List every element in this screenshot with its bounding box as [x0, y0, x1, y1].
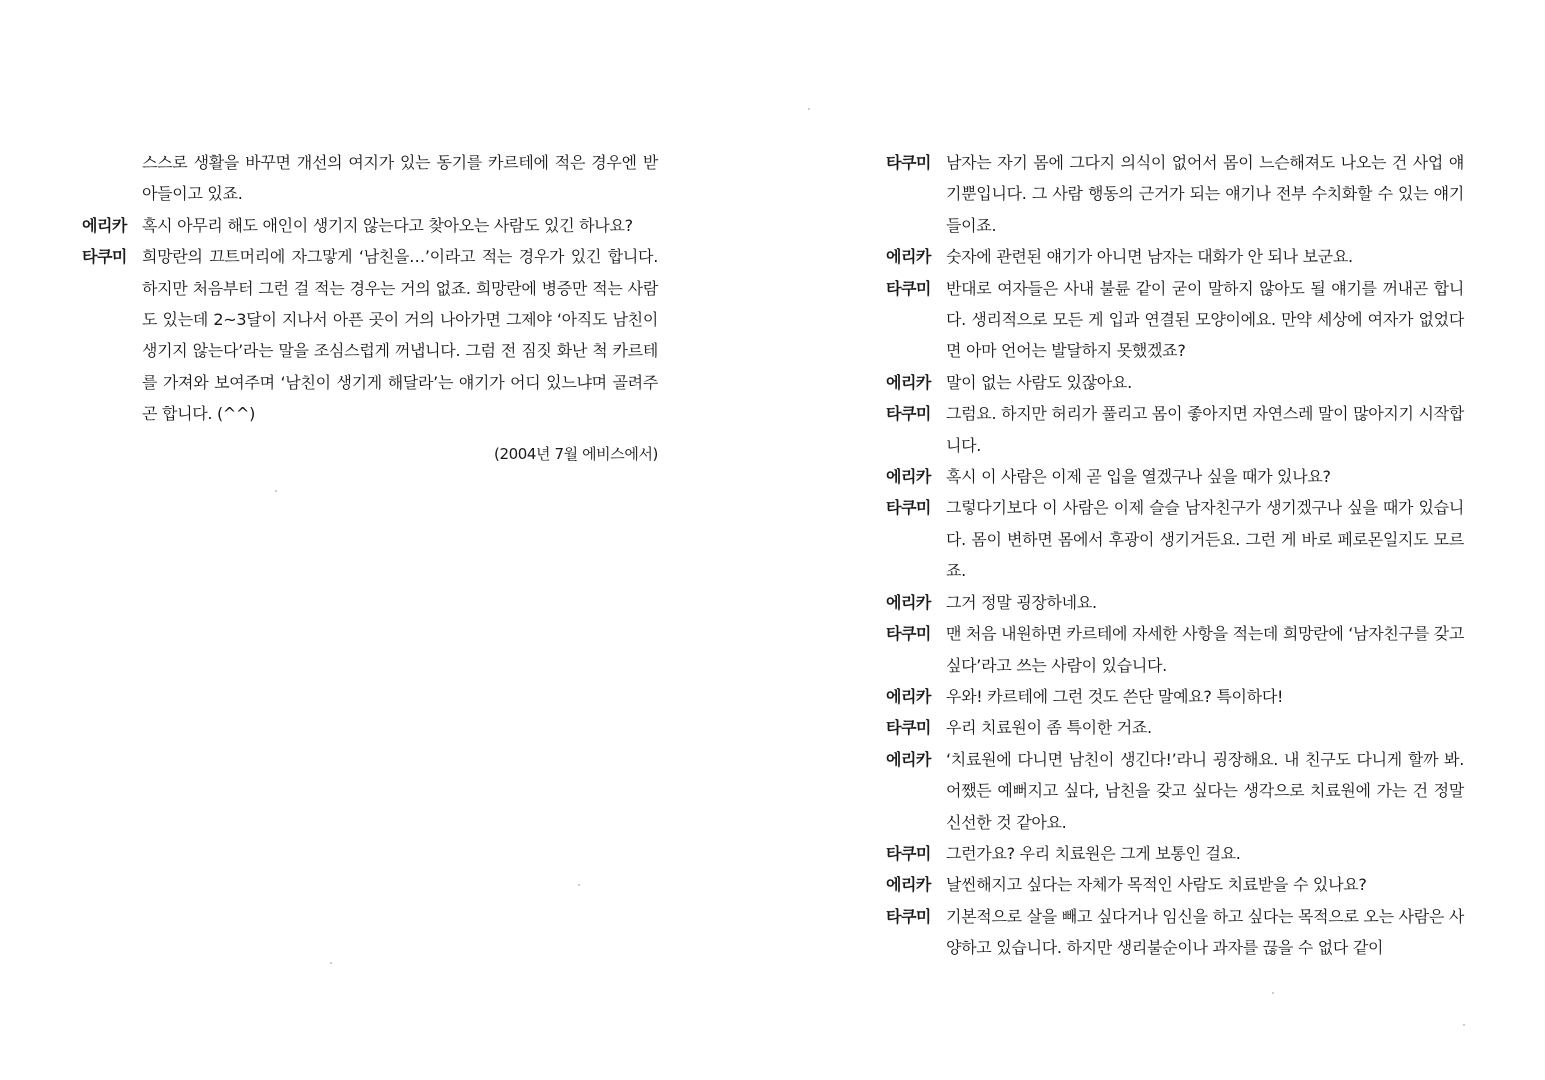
- dialog-turn: [886, 869, 1464, 900]
- dialog-turn: [886, 273, 1464, 367]
- speaker-name: 에리카: [82, 215, 127, 235]
- dialog-turn: [886, 838, 1464, 869]
- speaker-name: 타쿠미: [886, 404, 931, 424]
- dialog-turn: [886, 398, 1464, 461]
- dialog-turn: [886, 367, 1464, 398]
- dialog-text: 그거 정말 굉장하네요.: [946, 592, 1097, 612]
- scan-speck: [808, 108, 810, 110]
- speaker-name: 타쿠미: [82, 247, 127, 267]
- dialog-text: 그런가요? 우리 치료원은 그게 보통인 걸요.: [946, 843, 1241, 863]
- dialog-text: 그렇다기보다 이 사람은 이제 슬슬 남자친구가 생기겠구나 싶을 때가 있습니다. 몸이 변하면 몸에서 후광이 생기거든요. 그런 게 바로 페로몬일지도 모르죠.: [946, 498, 1464, 581]
- speaker-name: 타쿠미: [886, 906, 931, 926]
- scan-speck: [1272, 992, 1274, 994]
- continuation-text: 스스로 생활을 바꾸면 개선의 여지가 있는 동기를 카르테에 적은 경우엔 받아들이고 있죠.: [142, 153, 658, 204]
- speaker-name: 타쿠미: [886, 278, 931, 298]
- speaker-name: 에리카: [886, 592, 931, 612]
- source-note: (2004년 7월 에비스에서): [494, 445, 658, 463]
- dialog-turn: [886, 587, 1464, 618]
- dialog-text: 숫자에 관련된 얘기가 아니면 남자는 대화가 안 되나 보군요.: [946, 247, 1353, 267]
- dialog-text: 맨 처음 내원하면 카르테에 자세한 사항을 적는데 희망란에 ‘남자친구를 갖고 싶다’라고 쓰는 사람이 있습니다.: [946, 624, 1464, 675]
- speaker-name: 에리카: [886, 247, 931, 267]
- speaker-name: 에리카: [886, 372, 931, 392]
- dialog-text: 기본적으로 살을 빼고 싶다거나 임신을 하고 싶다는 목적으로 오는 사람은 사양하고 있습니다. 하지만 생리불순이나 과자를 끊을 수 없다 같이: [946, 906, 1464, 958]
- dialog-turn: [82, 241, 658, 429]
- dialog-text: 혹시 아무리 해도 애인이 생기지 않는다고 찾아오는 사람도 있긴 하나요?: [142, 215, 633, 235]
- speaker-name: 타쿠미: [886, 843, 931, 863]
- dialog-text: 말이 없는 사람도 있잖아요.: [946, 372, 1132, 392]
- speaker-name: 에리카: [886, 467, 931, 487]
- dialog-text: ‘치료원에 다니면 남친이 생긴다!’라니 굉장해요. 내 친구도 다니게 할까 봐. 어쨌든 예뻐지고 싶다, 남친을 갖고 싶다는 생각으로 치료원에 가는 건 정말 신선한 것 같아요.: [946, 749, 1464, 832]
- scan-speck: [1463, 1024, 1465, 1026]
- dialog-text: 그럼요. 하지만 허리가 풀리고 몸이 좋아지면 자연스레 말이 많아지기 시작합니다.: [946, 404, 1464, 455]
- dialog-text: 남자는 자기 몸에 그다지 의식이 없어서 몸이 느슨해져도 나오는 건 사업 얘기뿐입니다. 그 사람 행동의 근거가 되는 얘기나 전부 수치화할 수 있는 얘기들이죠.: [946, 153, 1464, 235]
- dialog-turn: [886, 492, 1464, 586]
- dialog-turn: [886, 681, 1464, 712]
- scan-speck: [578, 884, 580, 886]
- dialog-turn: [886, 901, 1464, 964]
- dialog-text: 반대로 여자들은 사내 불륜 같이 굳이 말하지 않아도 될 얘기를 꺼내곤 합니다. 생리적으로 모든 게 입과 연결된 모양이에요. 만약 세상에 여자가 없었다면 아마 언어는 발달하지 못했겠죠?: [946, 278, 1464, 361]
- scan-speck: [275, 490, 277, 492]
- scan-speck: [330, 962, 332, 964]
- speaker-name: 에리카: [886, 875, 931, 895]
- dialog-turn: [886, 461, 1464, 492]
- left-dialog: [82, 147, 658, 430]
- dialog-text: 우와! 카르테에 그런 것도 쓴단 말예요? 특이하다!: [946, 686, 1284, 706]
- speaker-name: 타쿠미: [886, 624, 931, 644]
- speaker-name: 타쿠미: [886, 718, 931, 738]
- speaker-name: 타쿠미: [886, 153, 931, 172]
- right-dialog: [886, 147, 1464, 964]
- speaker-name: 타쿠미: [886, 498, 931, 518]
- right-page: [772, 0, 1545, 1080]
- dialog-turn: [886, 744, 1464, 838]
- dialog-turn: [886, 241, 1464, 272]
- dialog-text: 우리 치료원이 좀 특이한 거죠.: [946, 718, 1152, 738]
- speaker-name: 에리카: [886, 686, 931, 706]
- dialog-turn: [886, 618, 1464, 681]
- speaker-name: 에리카: [886, 749, 931, 769]
- dialog-text: 희망란의 끄트머리에 자그맣게 ‘남친을…’이라고 적는 경우가 있긴 합니다. 하지만 처음부터 그런 걸 적는 경우는 거의 없죠. 희망란에 병증만 적는 사람도 있는데 2~3달이 지나서 아픈 곳이 거의 나아가면 그제야 ‘아직도 남친이 생기지 않는다’라는 말을 조심스럽게 꺼냅니다. 그럼 전 짐짓 화난 척 카르테를 가져와 보여주며 ‘남친이 생기게 해달라’는 얘기가 어디 있느냐며 골려주곤 합니다. (^^): [142, 247, 658, 424]
- dialog-turn: [82, 210, 658, 241]
- dialog-text: 날씬해지고 싶다는 자체가 목적인 사람도 치료받을 수 있나요?: [946, 875, 1367, 895]
- dialog-turn: [82, 147, 658, 210]
- dialog-turn: [886, 712, 1464, 743]
- left-page: [0, 0, 772, 1080]
- dialog-turn: [886, 147, 1464, 241]
- dialog-text: 혹시 이 사람은 이제 곧 입을 열겠구나 싶을 때가 있나요?: [946, 467, 1331, 487]
